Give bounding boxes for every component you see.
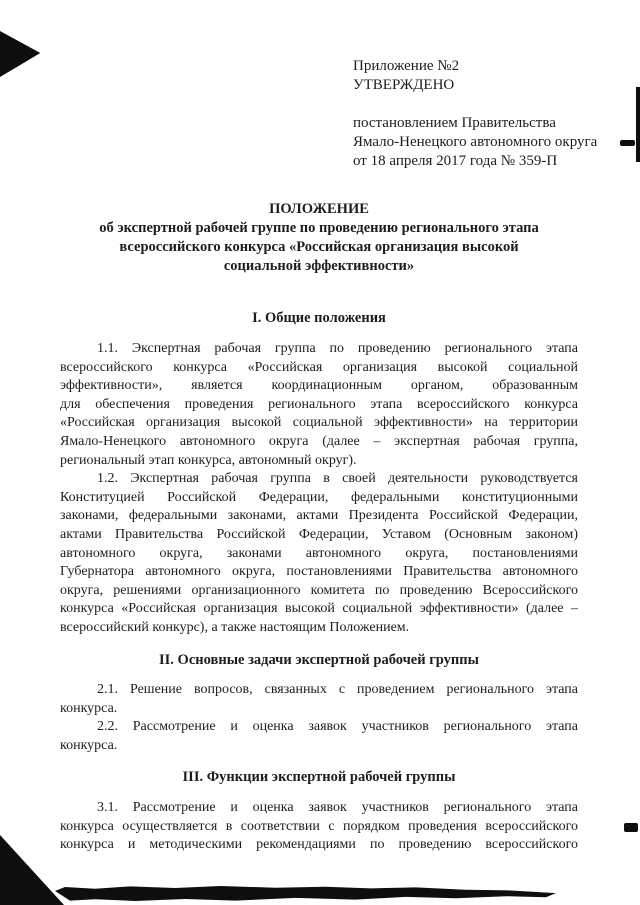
section-heading-3: III. Функции экспертной рабочей группы	[182, 769, 456, 786]
paragraph-3-1	[60, 799, 578, 855]
scan-artifact-bottom-streak	[55, 885, 556, 902]
scan-artifact-right-dash-top	[620, 140, 635, 146]
text-line: «Российская организация высокой социальной эффективности» на территории	[60, 415, 578, 431]
paragraph-2-1	[60, 681, 578, 718]
text-line: автономного округа, законами автономного округа, постановлениями	[60, 545, 578, 561]
approval-authority-line: постановлением Правительства	[353, 115, 556, 131]
approval-block	[353, 57, 603, 171]
text-line: 3.1. Рассмотрение и оценка заявок участников регионального этапа	[97, 800, 578, 816]
title-line: об экспертной рабочей группе по проведению регионального этапа	[99, 220, 539, 236]
text-line: конкурса «Российская организация высокой социальной эффективности» (далее –	[60, 601, 578, 617]
document-body	[60, 340, 578, 855]
text-line: 2.2. Рассмотрение и оценка заявок участников регионального этапа	[97, 719, 578, 735]
title-main: ПОЛОЖЕНИЕ	[269, 201, 369, 217]
text-line: конкурса.	[60, 700, 118, 716]
text-line: региональный этап конкурса, автономный округ).	[60, 452, 357, 468]
approved-label: УТВЕРЖДЕНО	[353, 77, 455, 93]
text-line: 1.2. Экспертная рабочая группа в своей деятельности руководствуется	[97, 471, 578, 487]
text-line: эффективности», является координационным органом, образованным	[60, 378, 578, 394]
text-line: всероссийский конкурс), а также настоящим Положением.	[60, 619, 410, 635]
approval-date-number-line: от 18 апреля 2017 года № 359-П	[353, 153, 558, 169]
paragraph-1-1	[60, 340, 578, 470]
text-line: конкурса осуществляется в соответствии с порядком проведения всероссийского	[60, 818, 578, 834]
paragraph-1-2	[60, 470, 578, 637]
section-heading-2: II. Основные задачи экспертной рабочей группы	[159, 651, 479, 668]
text-line: 2.1. Решение вопросов, связанных с проведением регионального этапа	[97, 682, 578, 698]
scan-artifact-right-edge-line	[636, 87, 640, 162]
text-line: конкурса и методическими рекомендациями по проведению всероссийского	[60, 837, 578, 853]
text-line: Конституцией Российской Федерации, федеральными конституционными	[60, 489, 578, 505]
text-line: законами, федеральными законами, актами Президента Российской Федерации,	[60, 508, 578, 524]
scan-artifact-top-left-wedge	[0, 30, 42, 78]
scan-artifact-right-dash-bottom	[624, 823, 638, 832]
text-line: Губернатора автономного округа, постановлениями Правительства автономного	[60, 564, 578, 580]
appendix-label: Приложение №2	[353, 58, 460, 74]
text-line: конкурса.	[60, 737, 118, 753]
text-line: для обеспечения проведения регионального этапа всероссийского конкурса	[60, 396, 578, 412]
text-line: всероссийского конкурса «Российская организация высокой социальной	[60, 359, 578, 375]
scan-artifact-bottom-left-triangle	[0, 835, 64, 905]
text-line: актами Правительства Российской Федерации, Уставом (Основным законом)	[60, 526, 578, 542]
title-line: всероссийского конкурса «Российская организация высокой	[119, 239, 519, 255]
text-line: 1.1. Экспертная рабочая группа по проведению регионального этапа	[97, 341, 578, 356]
approval-region-line: Ямало-Ненецкого автономного округа	[353, 134, 598, 150]
text-line: Ямало-Ненецкого автономного округа (далее – экспертная рабочая группа,	[60, 433, 578, 449]
document-title	[60, 200, 578, 276]
text-line: округа, решениями организационного комитета по проведению Всероссийского	[60, 582, 578, 598]
title-line: социальной эффективности»	[223, 258, 415, 274]
paragraph-2-2	[60, 718, 578, 755]
section-heading-1: I. Общие положения	[252, 310, 386, 326]
